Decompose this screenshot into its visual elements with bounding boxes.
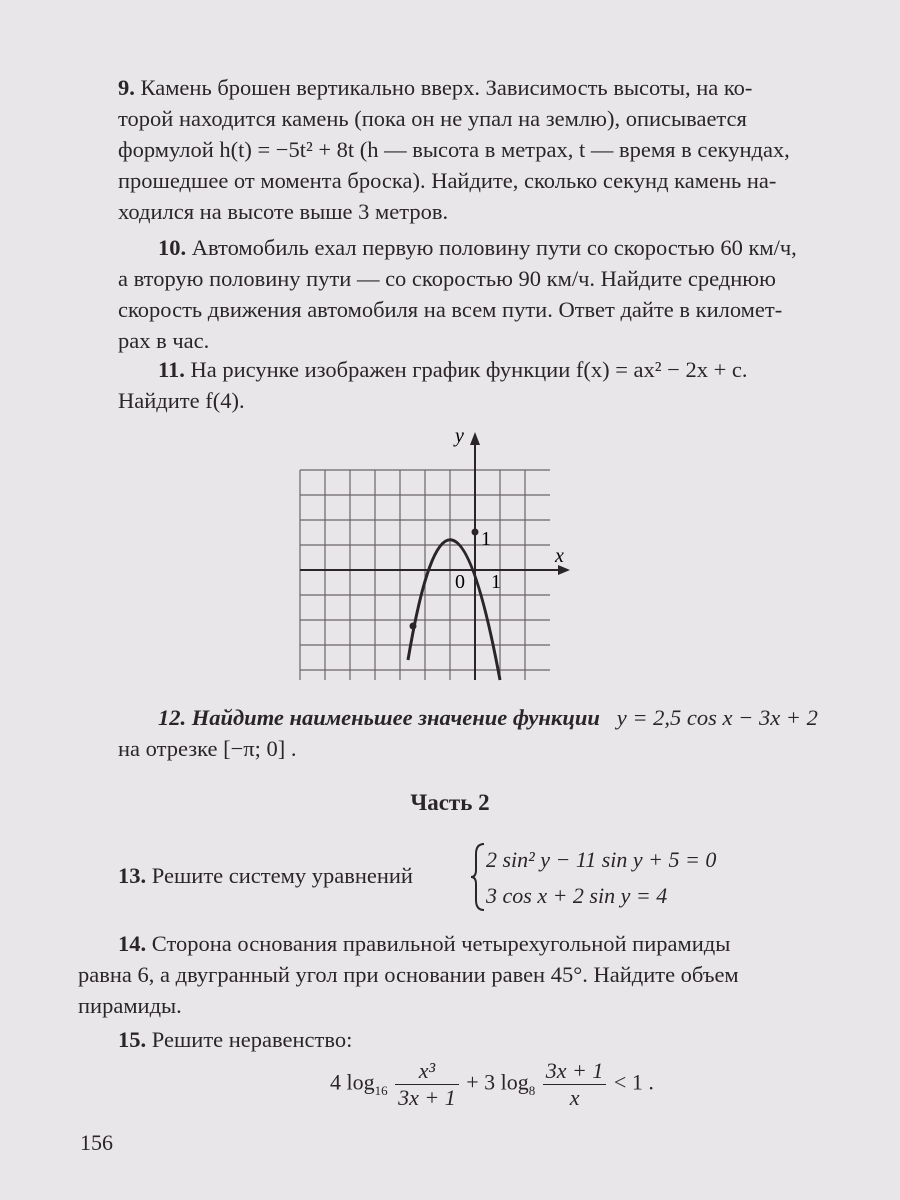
equation-system	[486, 842, 716, 914]
problem-11-number: 11.	[158, 357, 185, 382]
equation-1: 2 sin² y − 11 sin y + 5 = 0	[486, 847, 717, 872]
ineq-coef-1: 4 log	[330, 1069, 375, 1095]
problem-9	[118, 72, 878, 227]
problem-11-line-1: На рисунке изображен график функции f(x) = ax² − 2x + c.	[190, 357, 748, 382]
ineq-fraction-1-num: x³	[395, 1058, 459, 1085]
graph-grid	[300, 470, 550, 680]
y-unit-label: 1	[481, 528, 491, 550]
problem-10	[118, 232, 878, 356]
problem-11	[118, 354, 878, 416]
parabola-curve	[408, 540, 500, 680]
y-axis-label: y	[455, 425, 464, 447]
origin-label: 0	[455, 571, 465, 593]
problem-12-number: 12.	[158, 705, 187, 730]
ineq-coef-2: + 3 log	[466, 1069, 529, 1095]
problem-15-text: Решите неравенство:	[151, 1027, 353, 1052]
problem-10-line-2: а вторую половину пути — со скоростью 90 км/ч. Найдите среднюю	[118, 266, 776, 291]
problem-10-line-3: скорость движения автомобиля на всем пути. Ответ дайте в километ-	[118, 297, 783, 322]
problem-10-number: 10.	[158, 235, 187, 260]
problem-9-line-4: прошедшее от момента броска). Найдите, сколько секунд камень на-	[118, 168, 777, 193]
graph-point	[410, 623, 417, 630]
ineq-fraction-2-den: x	[569, 1085, 580, 1110]
ineq-fraction-1	[395, 1058, 459, 1111]
ineq-fraction-2-num: 3x + 1	[543, 1058, 607, 1085]
problem-12-line-2: на отрезке [−π; 0] .	[118, 736, 297, 761]
y-axis-arrow-icon	[470, 432, 480, 445]
problem-12-formula: y = 2,5 cos x − 3x + 2	[616, 705, 818, 730]
problem-12-text: Найдите наименьшее значение функции	[191, 705, 600, 730]
page-number: 156	[80, 1130, 113, 1155]
problem-13-number: 13.	[118, 863, 147, 888]
ineq-fraction-2	[543, 1058, 607, 1111]
problem-14-line-2: равна 6, а двугранный угол при основании равен 45°. Найдите объем	[78, 962, 739, 987]
problem-9-number: 9.	[118, 75, 135, 100]
problem-14-line-3: пирамиды.	[78, 993, 182, 1018]
x-axis-label: x	[555, 545, 564, 567]
problem-9-line-2: торой находится камень (пока он не упал на землю), описывается	[118, 106, 747, 131]
problem-14	[78, 928, 878, 1021]
parabola-graph	[290, 420, 610, 690]
problem-14-line-1: Сторона основания правильной четырехугольной пирамиды	[151, 931, 731, 956]
equation-2: 3 cos x + 2 sin y = 4	[486, 883, 668, 908]
problem-9-line-3: формулой h(t) = −5t² + 8t (h — высота в метрах, t — время в секундах,	[118, 137, 790, 162]
problem-13	[118, 860, 478, 891]
problem-10-line-4: рах в час.	[118, 328, 210, 353]
inequality	[330, 1058, 654, 1111]
problem-9-line-5: ходился на высоте выше 3 метров.	[118, 199, 449, 224]
ineq-base-1: 16	[374, 1082, 388, 1098]
problem-9-line-1: Камень брошен вертикально вверх. Зависимость высоты, на ко-	[140, 75, 753, 100]
graph-point	[472, 529, 479, 536]
problem-15	[118, 1024, 878, 1055]
x-unit-label: 1	[491, 571, 501, 593]
part-2-heading: Часть 2	[410, 790, 490, 815]
ineq-fraction-1-den: 3x + 1	[398, 1085, 456, 1110]
problem-11-line-2: Найдите f(4).	[118, 388, 245, 413]
problem-10-line-1: Автомобиль ехал первую половину пути со скоростью 60 км/ч,	[191, 235, 797, 260]
ineq-rhs: < 1 .	[613, 1069, 654, 1095]
problem-14-number: 14.	[118, 931, 147, 956]
system-brace-icon	[470, 842, 486, 912]
problem-12	[118, 702, 878, 764]
problem-13-text: Решите систему уравнений	[151, 863, 413, 888]
ineq-base-2: 8	[528, 1082, 536, 1098]
problem-15-number: 15.	[118, 1027, 147, 1052]
